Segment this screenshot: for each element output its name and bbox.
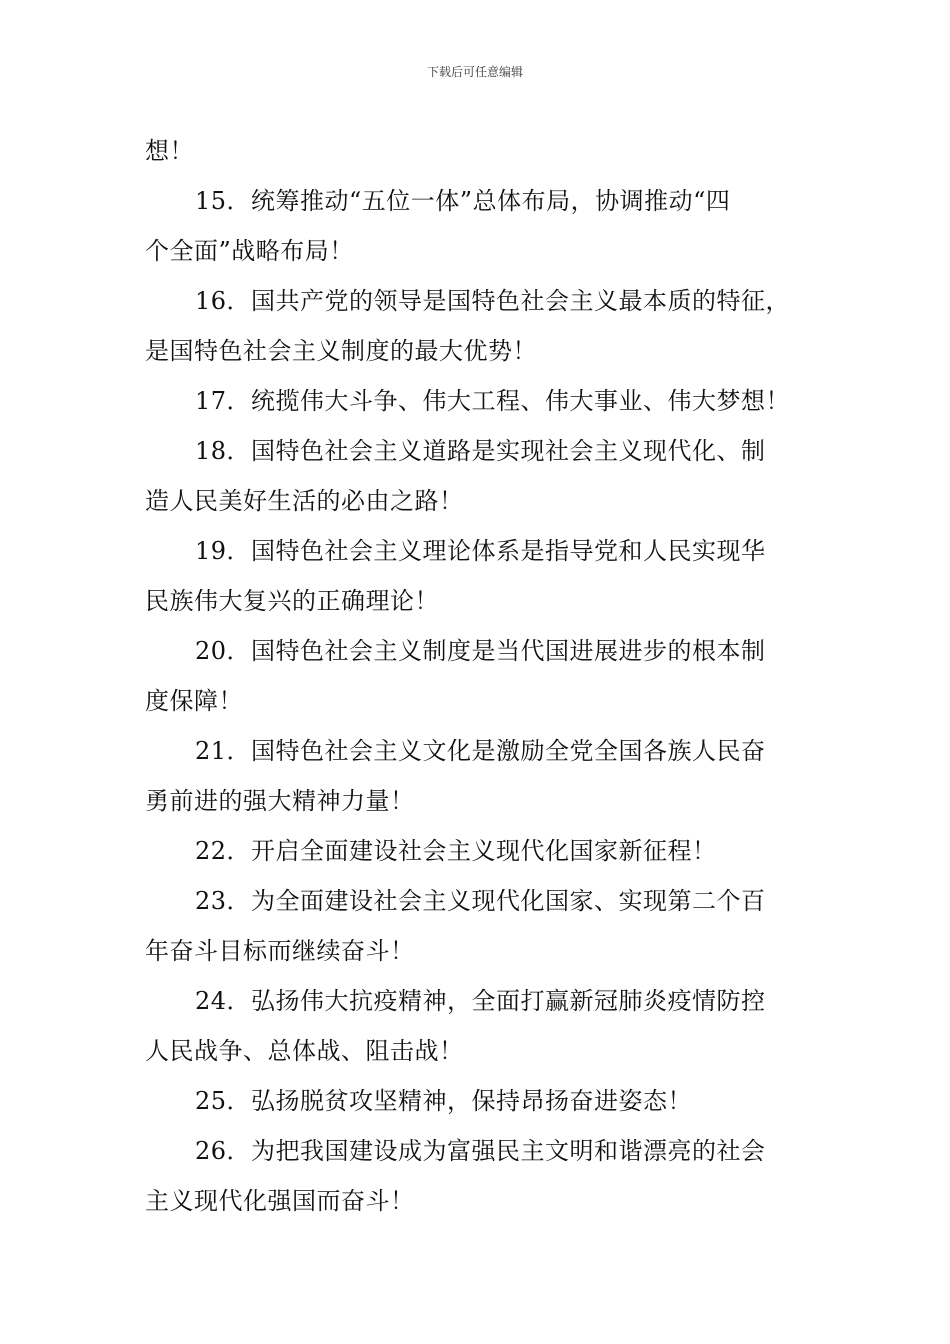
- text-line: 16．国共产党的领导是国特色社会主义最本质的特征，: [195, 287, 791, 315]
- text-line: 是国特色社会主义制度的最大优势！: [145, 337, 537, 365]
- text-line: 21．国特色社会主义文化是激励全党全国各族人民奋: [195, 737, 766, 765]
- text-line: 25．弘扬脱贫攻坚精神，保持昂扬奋进姿态！: [195, 1087, 693, 1115]
- document-body: [145, 126, 810, 1226]
- text-line: 勇前进的强大精神力量！: [145, 787, 415, 815]
- page-header: 下载后可任意编辑: [426, 65, 523, 79]
- text-line: 主义现代化强国而奋斗！: [145, 1187, 415, 1215]
- text-line: 22．开启全面建设社会主义现代化国家新征程！: [195, 837, 717, 865]
- text-line: 23．为全面建设社会主义现代化国家、实现第二个百: [195, 887, 766, 915]
- text-line: 24．弘扬伟大抗疫精神，全面打赢新冠肺炎疫情防控: [195, 987, 766, 1015]
- text-line: 20．国特色社会主义制度是当代国进展进步的根本制: [195, 637, 766, 665]
- text-line: 想！: [145, 137, 194, 165]
- text-line: 民族伟大复兴的正确理论！: [145, 587, 439, 615]
- text-line: 15．统筹推动“五位一体”总体布局，协调推动“四: [195, 187, 731, 215]
- text-line: 个全面”战略布局！: [145, 237, 354, 265]
- text-line: 17．统揽伟大斗争、伟大工程、伟大事业、伟大梦想！: [195, 387, 791, 415]
- text-line: 年奋斗目标而继续奋斗！: [145, 937, 415, 965]
- text-line: 18．国特色社会主义道路是实现社会主义现代化、制: [195, 437, 766, 465]
- text-line: 19．国特色社会主义理论体系是指导党和人民实现华: [195, 537, 766, 565]
- text-line: 26．为把我国建设成为富强民主文明和谐漂亮的社会: [195, 1137, 766, 1165]
- text-line: 度保障！: [145, 687, 243, 715]
- text-line: 造人民美好生活的必由之路！: [145, 487, 464, 515]
- text-line: 人民战争、总体战、阻击战！: [145, 1037, 464, 1065]
